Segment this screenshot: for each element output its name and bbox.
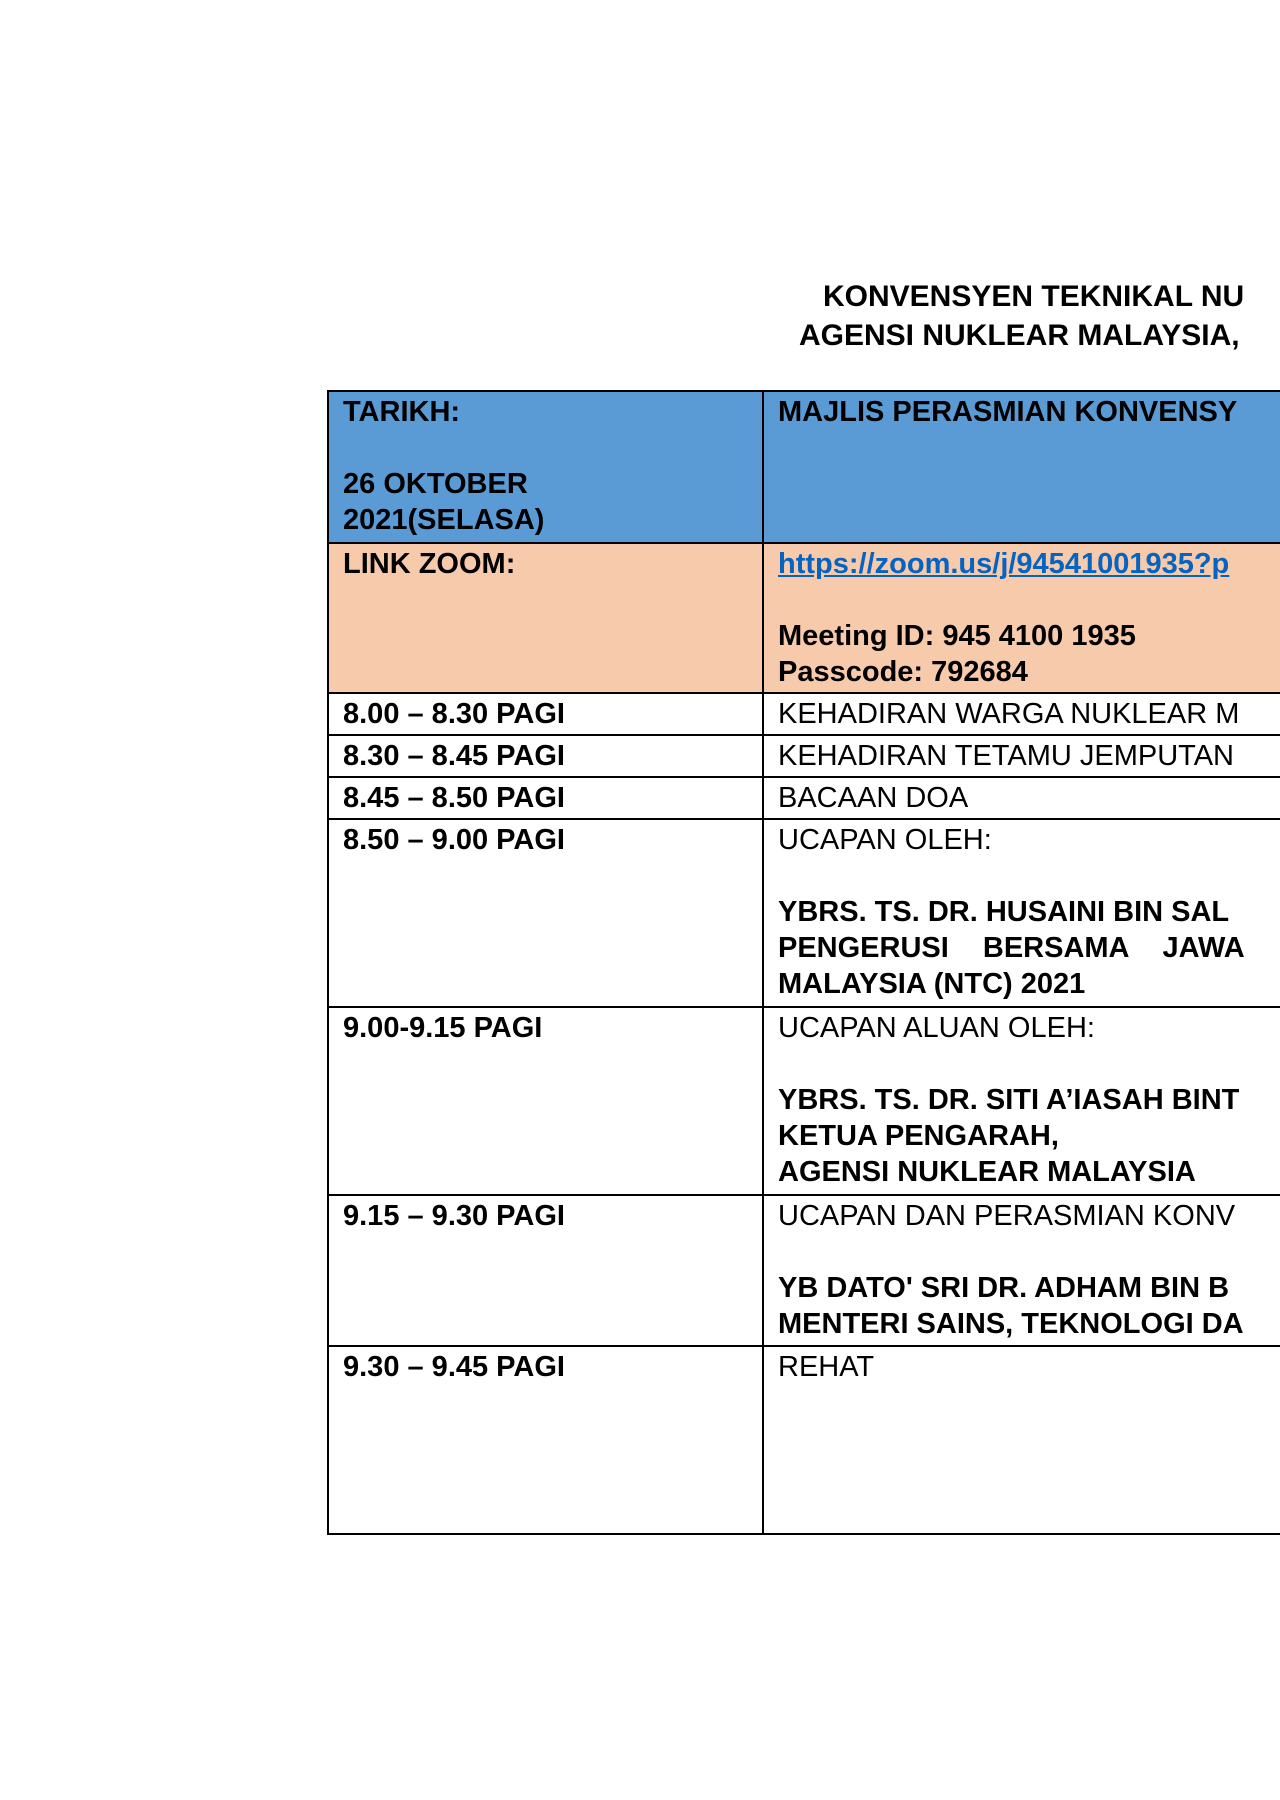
zoom-label: LINK ZOOM: xyxy=(343,548,516,580)
activity-cell: KEHADIRAN TETAMU JEMPUTAN xyxy=(763,735,1280,777)
table-row xyxy=(328,735,1280,777)
activity-cell xyxy=(763,819,1280,1007)
date-row xyxy=(328,391,1280,543)
time-cell: 9.00-9.15 PAGI xyxy=(328,1007,763,1195)
passcode: Passcode: 792684 xyxy=(778,656,1028,688)
activity-intro: UCAPAN DAN PERASMIAN KONV xyxy=(778,1200,1236,1232)
speaker-title-2: MALAYSIA (NTC) 2021 xyxy=(778,968,1086,1000)
activity-cell: REHAT xyxy=(763,1346,1280,1534)
activity-intro: UCAPAN OLEH: xyxy=(778,824,992,856)
time-cell: 9.30 – 9.45 PAGI xyxy=(328,1346,763,1534)
zoom-label-cell xyxy=(328,543,763,693)
speaker-title: MENTERI SAINS, TEKNOLOGI DA xyxy=(778,1308,1244,1340)
table-row xyxy=(328,1195,1280,1346)
time-cell: 8.50 – 9.00 PAGI xyxy=(328,819,763,1007)
zoom-link[interactable]: https://zoom.us/j/94541001935?p xyxy=(778,548,1230,580)
meeting-id: Meeting ID: 945 4100 1935 xyxy=(778,620,1136,652)
activity-cell xyxy=(763,1195,1280,1346)
speaker-name: YBRS. TS. DR. SITI A’IASAH BINT xyxy=(778,1084,1240,1116)
table-row xyxy=(328,1007,1280,1195)
title-text-2: AGENSI NUKLEAR MALAYSIA, xyxy=(799,319,1240,352)
time-cell: 8.00 – 8.30 PAGI xyxy=(328,693,763,735)
zoom-details-cell xyxy=(763,543,1280,693)
activity-cell xyxy=(763,1007,1280,1195)
table-row xyxy=(328,1346,1280,1534)
time-cell: 8.30 – 8.45 PAGI xyxy=(328,735,763,777)
table-row xyxy=(328,693,1280,735)
table-row xyxy=(328,777,1280,819)
table-row xyxy=(328,819,1280,1007)
zoom-row xyxy=(328,543,1280,693)
activity-intro: UCAPAN ALUAN OLEH: xyxy=(778,1012,1095,1044)
speaker-name: YB DATO' SRI DR. ADHAM BIN B xyxy=(778,1272,1230,1304)
speaker-title-2: AGENSI NUKLEAR MALAYSIA xyxy=(778,1156,1196,1188)
speaker-title: PENGERUSI BERSAMA JAWA xyxy=(778,932,1245,964)
event-title: MAJLIS PERASMIAN KONVENSY xyxy=(778,396,1238,428)
agenda-table xyxy=(327,390,1280,1535)
speaker-name: YBRS. TS. DR. HUSAINI BIN SAL xyxy=(778,896,1230,928)
date-line-2: 2021(SELASA) xyxy=(343,504,545,536)
event-title-cell xyxy=(763,391,1280,543)
activity-cell: BACAAN DOA xyxy=(763,777,1280,819)
activity-cell: KEHADIRAN WARGA NUKLEAR M xyxy=(763,693,1280,735)
time-cell: 8.45 – 8.50 PAGI xyxy=(328,777,763,819)
date-label: TARIKH: xyxy=(343,396,461,428)
title-text-1: KONVENSYEN TEKNIKAL NU xyxy=(823,280,1245,313)
time-cell: 9.15 – 9.30 PAGI xyxy=(328,1195,763,1346)
date-line-1: 26 OKTOBER xyxy=(343,468,528,500)
date-cell xyxy=(328,391,763,543)
speaker-title: KETUA PENGARAH, xyxy=(778,1120,1059,1152)
